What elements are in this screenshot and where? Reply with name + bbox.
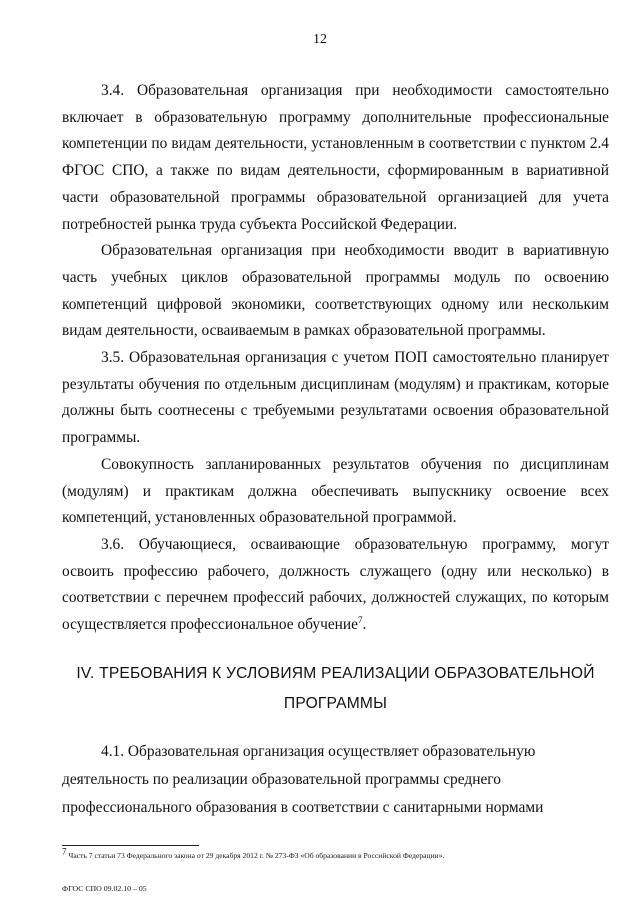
footnote-separator — [62, 845, 199, 846]
footnote — [62, 846, 622, 861]
section-heading-line-2: ПРОГРАММЫ — [283, 695, 388, 712]
footnote-reference[interactable]: 7 — [357, 614, 363, 625]
paragraph-3-4: 3.4. Образовательная организация при необходимости самостоятельно включает в образовательную программу дополнительные профессиональные компетенции по видам деятельности, установленным в соответствии с пунктом 2.4 ФГОС СПО, а также по видам деятельности, сформированным в вариативной части образовательной программы образовательной организацией для учета потребностей рынка труда субъекта Российской Федерации. — [62, 82, 609, 233]
paragraph-results: Совокупность запланированных результатов обучения по дисциплинам (модулям) и практикам должна обеспечивать выпускнику освоение всех компетенций, установленных образовательной программой. — [62, 455, 609, 527]
section-heading-line-1: IV. ТРЕБОВАНИЯ К УСЛОВИЯМ РЕАЛИЗАЦИИ ОБРАЗОВАТЕЛЬНОЙ — [76, 665, 595, 682]
paragraph-3-5: 3.5. Образовательная организация с учетом ПОП самостоятельно планирует результаты обучения по отдельным дисциплинам (модулям) и практикам, которые должны быть соотнесены с требуемыми результатами освоения образовательной программы. — [62, 349, 609, 447]
footnote-text: Часть 7 статьи 73 Федерального закона от 29 декабря 2012 г. № 273-ФЗ «Об образовании в Российской Федерации». — [68, 851, 445, 860]
paragraph-4-1 — [62, 738, 609, 822]
page-number: 12 — [313, 32, 327, 47]
paragraph-4-1-line-3: профессионального образования в соответствии с санитарными нормами — [62, 799, 544, 816]
section-heading — [62, 659, 609, 719]
paragraph-3-6-text: 3.6. Обучающиеся, осваивающие образовательную программу, могут освоить профессию рабочего, должность служащего (одну или несколько) в соответствии с перечнем профессий рабочих, должностей служащих, по которым осуществляется профессиональное обучение — [62, 535, 609, 634]
document-footer-code: ФГОС СПО 09.02.10 – 05 — [62, 884, 147, 893]
paragraph-3-6: 3.6. Обучающиеся, осваивающие образовательную программу, могут освоить профессию рабочего, должность служащего (одну или несколько) в соответствии с перечнем профессий рабочих, должностей служащих, по которым осуществляется профессиональное обучение$^7$. — [62, 535, 609, 634]
document-body — [62, 78, 609, 639]
footnote-number: 7 — [62, 846, 67, 857]
paragraph-4-1-line-1: 4.1. Образовательная организация осуществляет образовательную — [101, 743, 536, 760]
paragraph-digital-economy: Образовательная организация при необходимости вводит в вариативную часть учебных циклов образовательной программы модуль по освоению компетенций цифровой экономики, соответствующих одному или нескольким видам деятельности, осваиваемым в рамках образовательной программы. — [62, 242, 609, 340]
paragraph-4-1-line-2: деятельность по реализации образовательной программы среднего — [62, 771, 501, 788]
